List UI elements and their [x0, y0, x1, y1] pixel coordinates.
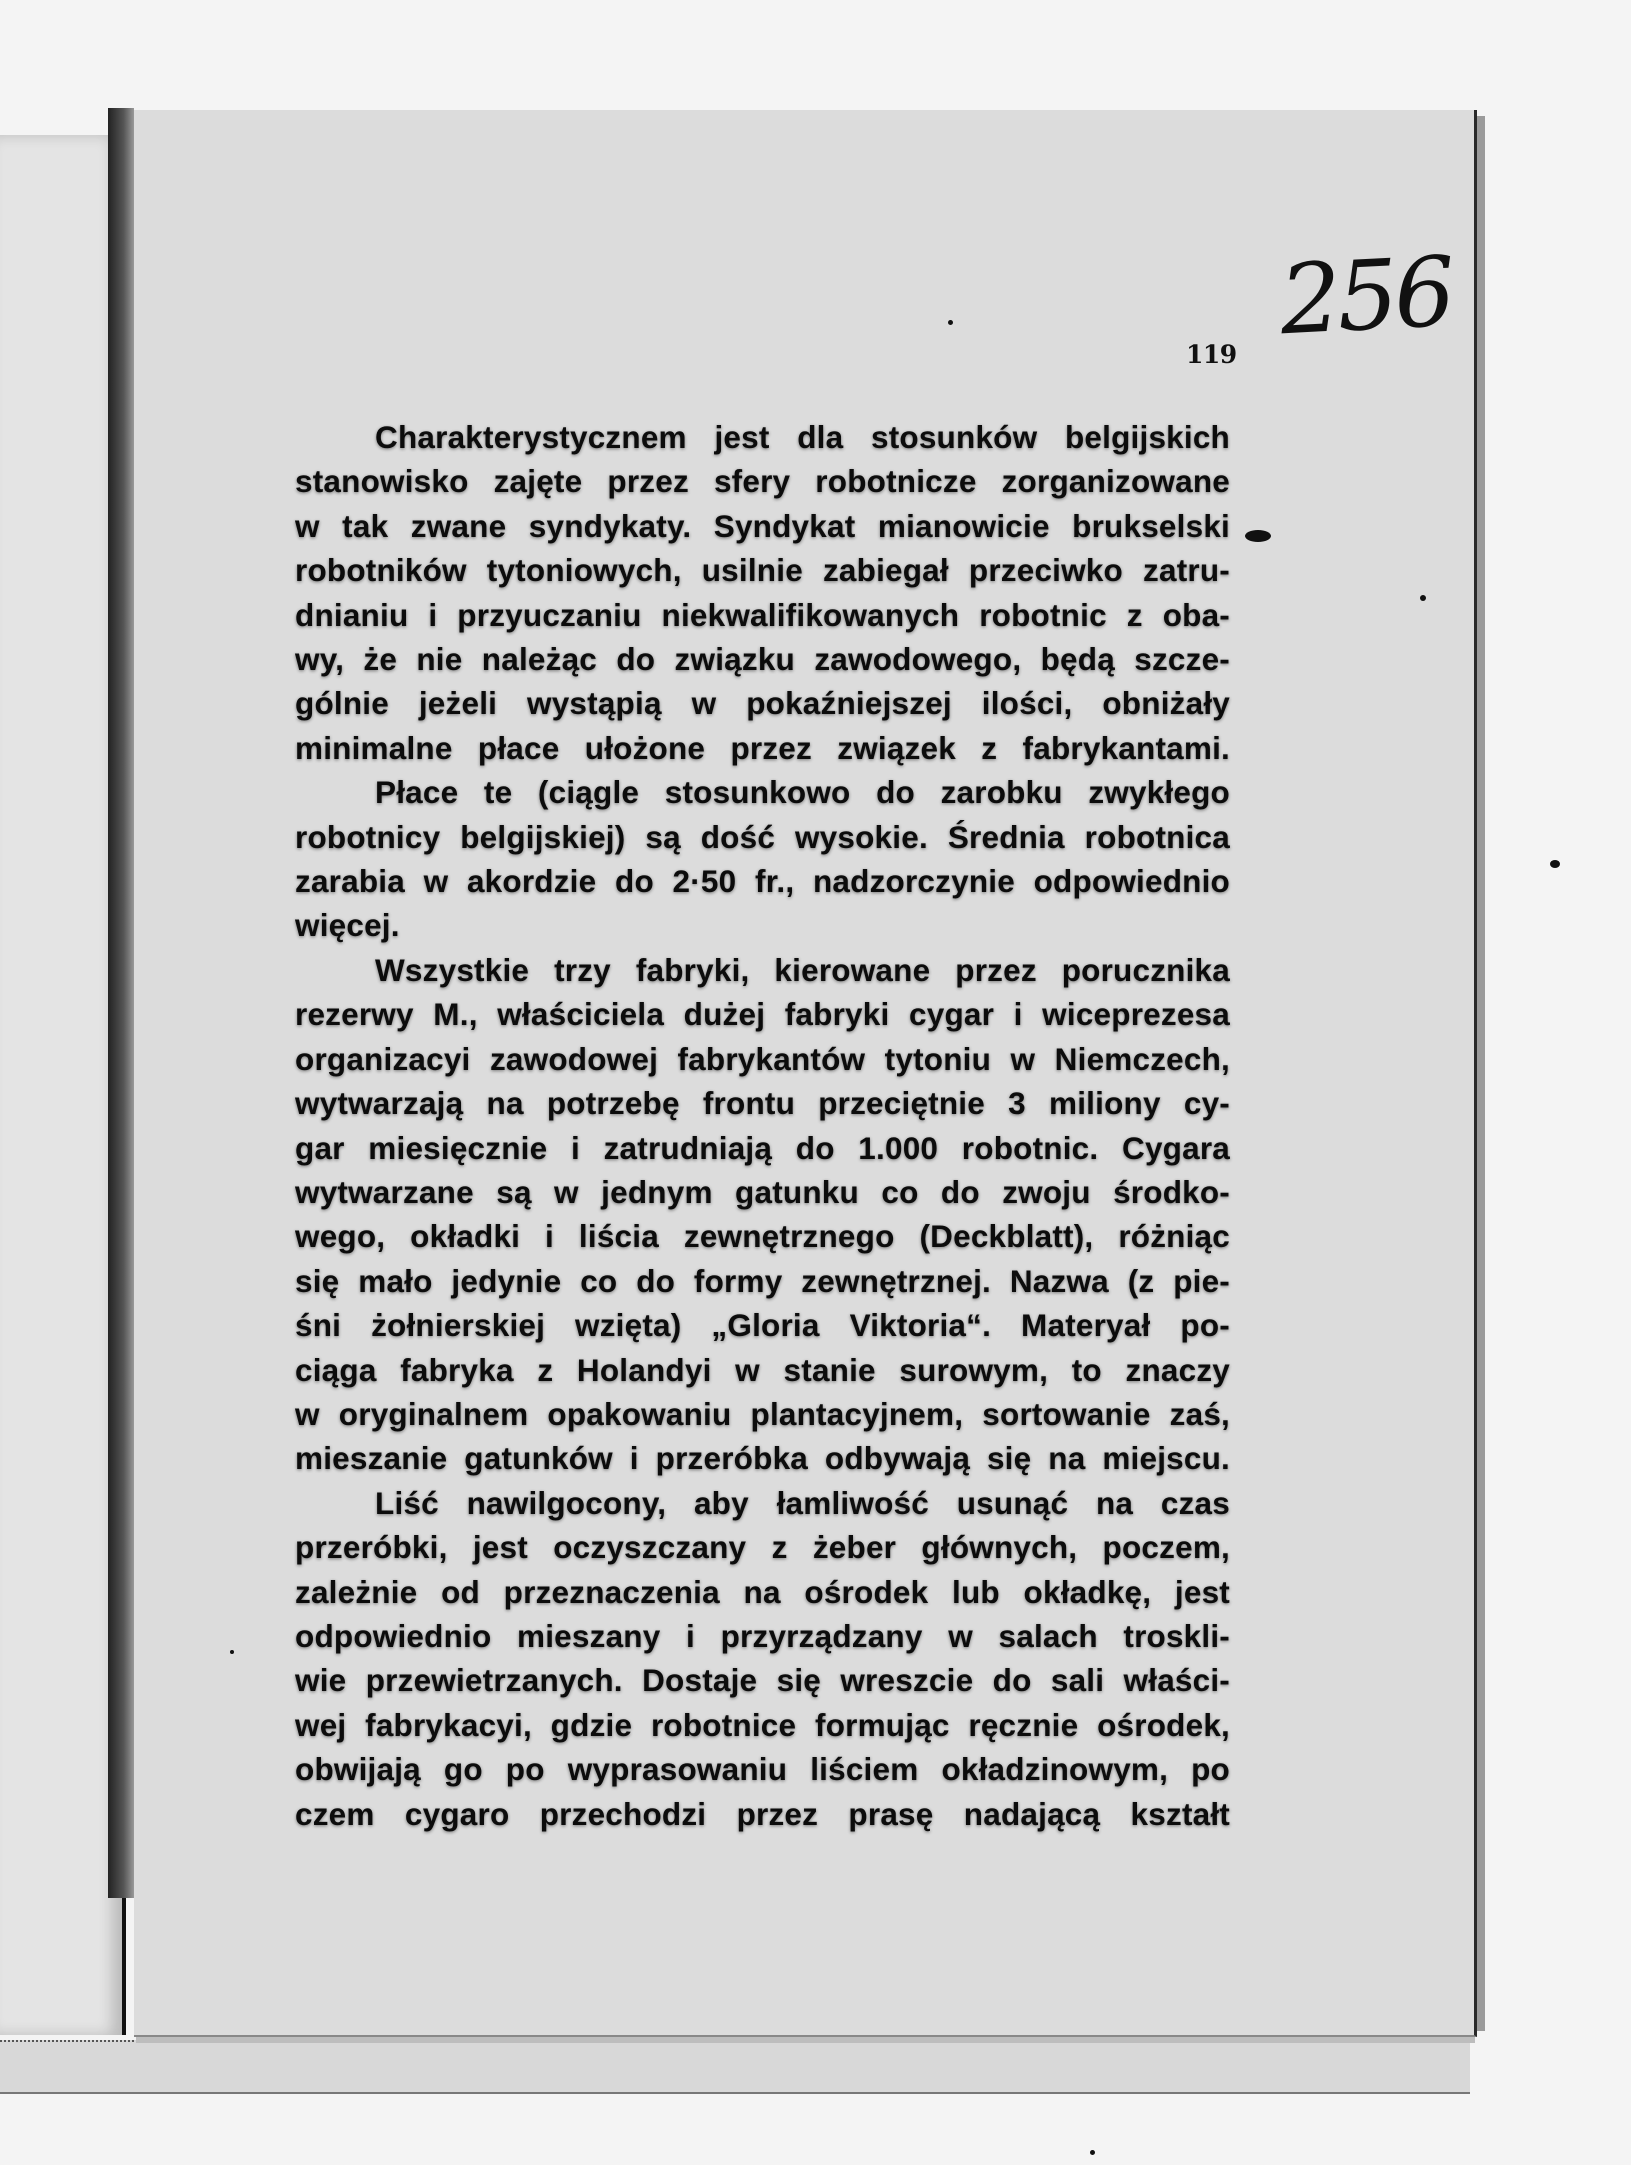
dust-speck [1090, 2150, 1095, 2155]
text-line: wytwarzane są w jednym gatunku co do zwoju środko- [295, 1173, 1230, 1210]
stacked-page-edges [0, 2040, 1470, 2094]
handwritten-archive-number: 256 [1277, 235, 1455, 357]
dust-speck [1420, 595, 1426, 601]
text-line: wie przewietrzanych. Dostaje się wreszcie do sali właści- [295, 1662, 1230, 1699]
text-line: więcej. [295, 907, 400, 944]
text-line: robotników tytoniowych, usilnie zabiegał przeciwko zatru- [295, 552, 1230, 589]
text-line: wytwarzają na potrzebę frontu przeciętnie 3 miliony cy- [295, 1085, 1230, 1122]
text-line: gar miesięcznie i zatrudniają do 1.000 robotnic. Cygara [295, 1129, 1230, 1166]
text-line: wej fabrykacyi, gdzie robotnice formując ręcznie ośrodek, [295, 1706, 1230, 1743]
paragraph-2 [295, 770, 1230, 948]
dust-speck [230, 1650, 234, 1654]
text-line: w oryginalnem opakowaniu plantacyjnem, sortowanie zaś, [295, 1395, 1230, 1432]
page-binding-edge [108, 108, 134, 1898]
text-line: dnianiu i przyuczaniu niekwalifikowanych robotnic z oba- [295, 596, 1230, 633]
paragraph-4 [295, 1481, 1230, 1836]
text-line: Liść nawilgocony, aby łamliwość usunąć na czas [375, 1484, 1230, 1521]
text-line: odpowiednio mieszany i przyrządzany w salach troskli- [295, 1617, 1230, 1654]
text-line: zarabia w akordzie do 2·50 fr., nadzorczynie odpowiednio [295, 863, 1230, 900]
paragraph-1 [295, 415, 1230, 770]
body-text [295, 415, 1230, 1836]
paragraph-3 [295, 948, 1230, 1481]
text-line: wego, okładki i liścia zewnętrznego (Deckblatt), różniąc [295, 1218, 1230, 1255]
page-number: 119 [1186, 340, 1237, 369]
text-line: zależnie od przeznaczenia na ośrodek lub okładkę, jest [295, 1573, 1230, 1610]
text-line: w tak zwane syndykaty. Syndykat mianowicie brukselski [295, 507, 1230, 544]
text-line: czem cygaro przechodzi przez prasę nadającą kształt [295, 1795, 1230, 1832]
text-line: śni żołnierskiej wzięta) „Gloria Viktoria“. Materyał po- [295, 1307, 1230, 1344]
dust-speck [1550, 860, 1560, 868]
text-line: przeróbki, jest oczyszczany z żeber głównych, poczem, [295, 1529, 1230, 1566]
text-line: robotnicy belgijskiej) są dość wysokie. Średnia robotnica [295, 818, 1230, 855]
text-line: Wszystkie trzy fabryki, kierowane przez porucznika [375, 951, 1230, 988]
text-line: mieszanie gatunków i przeróbka odbywają się na miejscu. [295, 1440, 1230, 1477]
text-line: ciąga fabryka z Holandyi w stanie surowym, to znaczy [295, 1351, 1230, 1388]
text-line: wy, że nie należąc do związku zawodowego, będą szcze- [295, 641, 1230, 678]
text-line: Płace te (ciągle stosunkowo do zarobku zwykłego [375, 774, 1230, 811]
text-line: stanowisko zajęte przez sfery robotnicze zorganizowane [295, 463, 1230, 500]
text-line: obwijają go po wyprasowaniu liściem okładzinowym, po [295, 1751, 1230, 1788]
text-line: Charakterystycznem jest dla stosunków belgijskich [375, 419, 1230, 455]
text-line: gólnie jeżeli wystąpią w pokaźniejszej ilości, obniżały [295, 685, 1230, 722]
text-line: organizacyi zawodowej fabrykantów tytoniu w Niemczech, [295, 1040, 1230, 1077]
text-line: rezerwy M., właściciela dużej fabryki cygar i wiceprezesa [295, 996, 1230, 1033]
text-line: się mało jedynie co do formy zewnętrznej. Nazwa (z pie- [295, 1262, 1230, 1299]
dust-speck [948, 320, 953, 325]
ink-blot [1245, 530, 1271, 542]
text-line: minimalne płace ułożone przez związek z fabrykantami. [295, 729, 1230, 766]
